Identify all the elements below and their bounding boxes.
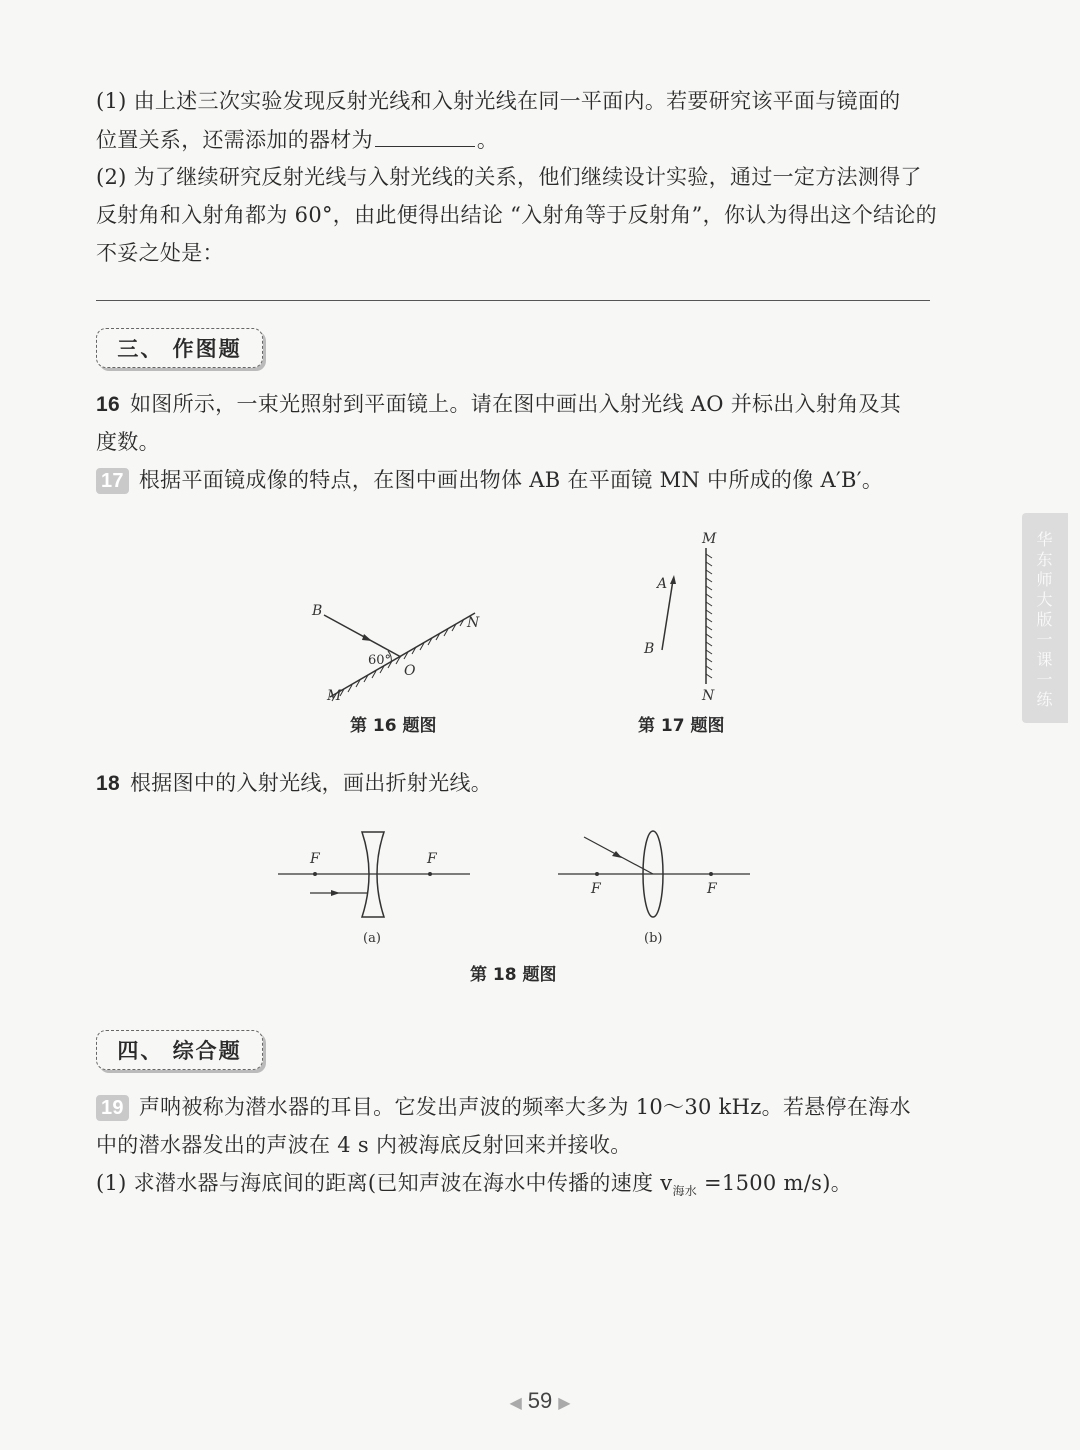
answer-line[interactable]	[96, 300, 930, 301]
q15-part1-line1: (1) 由上述三次实验发现反射光线和入射光线在同一平面内。若要研究该平面与镜面的	[96, 89, 901, 113]
figure-16	[300, 595, 500, 710]
focus-left	[595, 872, 599, 876]
section-3-header: 三、 作图题	[96, 328, 263, 368]
figure-18a	[270, 825, 480, 950]
focus-left	[313, 872, 317, 876]
q17-text: 根据平面镜成像的特点，在图中画出物体 AB 在平面镜 MN 中所成的像 A′B′。	[138, 468, 884, 492]
ray-arrow-icon	[362, 634, 372, 641]
q15-part1-line2	[96, 124, 498, 155]
label-a: (a)	[363, 931, 381, 946]
focus-right	[709, 872, 713, 876]
q15-part1-text: 位置关系，还需添加的器材为	[96, 128, 373, 152]
label-M: M	[327, 688, 342, 704]
label-B: B	[644, 641, 655, 657]
q19-line3	[96, 1168, 852, 1206]
ray-arrow-icon	[612, 851, 622, 858]
q19-number: 19	[96, 1095, 129, 1121]
q18-line	[96, 768, 492, 799]
q19-part1-text: (1) 求潜水器与海底间的距离(已知声波在海水中传播的速度 v	[96, 1171, 673, 1195]
label-F-right: F	[427, 851, 437, 867]
q16-line1	[96, 389, 901, 420]
answer-blank[interactable]	[375, 124, 475, 147]
q15-part1-end: 。	[476, 128, 499, 152]
object-arrow-icon	[670, 575, 676, 584]
prev-page-icon: ◀	[509, 1395, 522, 1412]
q19-text: 声呐被称为潜水器的耳目。它发出声波的频率大多为 10～30 kHz。若悬停在海水	[138, 1095, 911, 1119]
label-M: M	[702, 531, 717, 547]
label-b: (b)	[644, 931, 663, 946]
page-number-text: 59	[527, 1388, 553, 1413]
next-page-icon: ▶	[558, 1395, 571, 1412]
q18-number: 18	[96, 772, 120, 795]
label-N: N	[467, 615, 480, 631]
label-F-left: F	[310, 851, 320, 867]
fig17-caption: 第 17 题图	[638, 716, 725, 736]
ray-arrow-icon	[331, 890, 340, 896]
light-ray	[324, 615, 401, 657]
fig16-caption: 第 16 题图	[350, 716, 437, 736]
label-O: O	[404, 663, 416, 679]
label-F-right: F	[707, 881, 717, 897]
q15-part2-line2: 反射角和入射角都为 60°，由此便得出结论 “入射角等于反射角”，你认为得出这个结论的	[96, 203, 937, 227]
label-A: A	[657, 576, 668, 592]
label-N: N	[702, 688, 715, 704]
side-tab-label: 华东师大版一课一练	[1034, 531, 1053, 711]
label-B: B	[312, 603, 323, 619]
q16-text: 如图所示，一束光照射到平面镜上。请在图中画出入射光线 AO 并标出入射角及其	[129, 392, 902, 416]
q17-line	[96, 465, 883, 495]
q19-line2: 中的潜水器发出的声波在 4 s 内被海底反射回来并接收。	[96, 1133, 632, 1157]
label-F-left: F	[591, 881, 601, 897]
q19-line1	[96, 1092, 911, 1122]
q19-part1-end: =1500 m/s)。	[697, 1171, 853, 1195]
q17-number: 17	[96, 468, 129, 494]
section-4-header: 四、 综合题	[96, 1030, 263, 1070]
figure-17	[630, 528, 740, 708]
angle-label: 60°	[368, 653, 392, 668]
page-number	[0, 1388, 1080, 1414]
side-tab	[1022, 513, 1068, 723]
q15-part2-line3: 不妥之处是：	[96, 241, 224, 265]
focus-right	[428, 872, 432, 876]
q19-subscript: 海水	[672, 1184, 698, 1199]
fig18-caption: 第 18 题图	[470, 965, 557, 985]
mirror-line	[330, 613, 475, 697]
q18-text: 根据图中的入射光线，画出折射光线。	[129, 771, 493, 795]
q16-number: 16	[96, 393, 120, 416]
q16-line2: 度数。	[96, 430, 160, 454]
figure-18b	[550, 825, 760, 950]
q15-part2-line1: (2) 为了继续研究反射光线与入射光线的关系，他们继续设计实验，通过一定方法测得了	[96, 165, 922, 189]
